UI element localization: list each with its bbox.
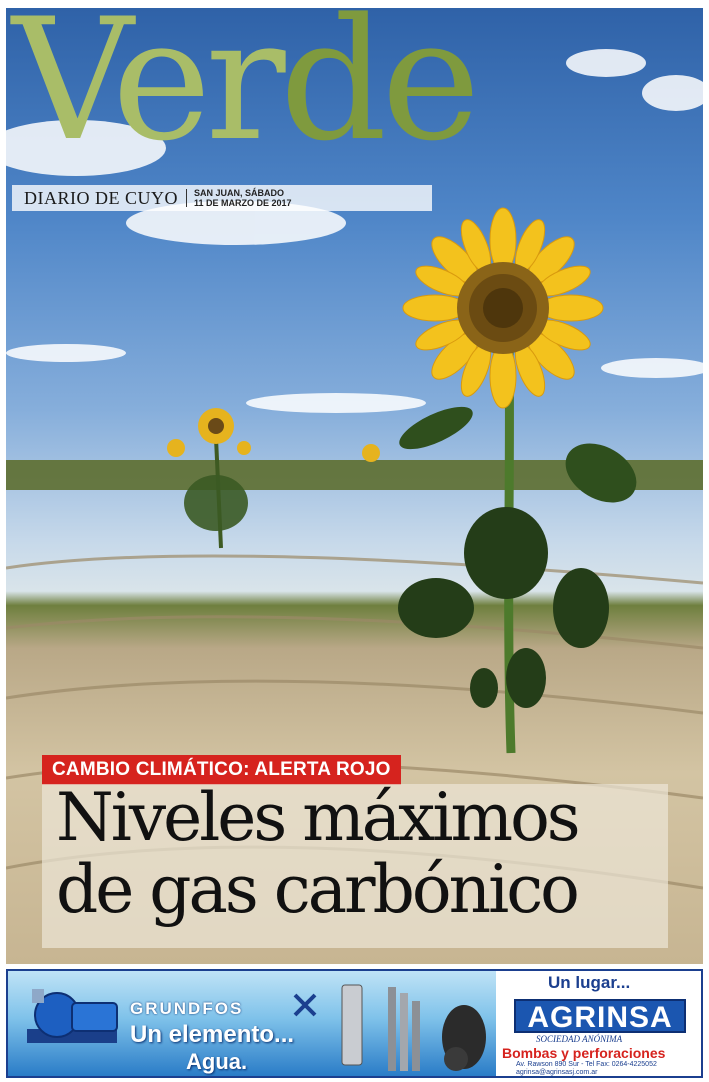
water-pump-icon — [22, 985, 122, 1055]
section-kicker: CAMBIO CLIMÁTICO: ALERTA ROJO — [42, 755, 401, 785]
masthead — [12, 0, 475, 186]
place-day: SAN JUAN, SÁBADO — [194, 188, 285, 198]
grundfos-brand: GRUNDFOS — [130, 999, 244, 1018]
issue-date: 11 DE MARZO DE 2017 — [194, 198, 292, 208]
agrinsa-panel — [496, 971, 703, 1076]
company-type: SOCIEDAD ANÓNIMA — [536, 1034, 623, 1044]
brand-bar — [12, 185, 432, 211]
ad-contact — [516, 1061, 657, 1077]
ad-tagline: Un lugar... — [548, 973, 631, 992]
dateline — [187, 188, 292, 208]
ad-slogan-line-2: Agua. — [186, 1049, 248, 1074]
newspaper-name: DIARIO DE CUYO — [24, 187, 178, 208]
ad-slogan-line-1: Un elemento... — [130, 1021, 295, 1048]
agrinsa-logo: AGRINSA — [514, 999, 686, 1033]
verde-logo: Verde — [12, 0, 475, 178]
headline-line-2: de gas carbónico — [56, 851, 577, 928]
grundfos-x-icon — [291, 991, 319, 1019]
advertisement-banner[interactable] — [6, 969, 703, 1078]
main-headline — [56, 779, 666, 928]
ad-service: Bombas y perforaciones — [502, 1045, 666, 1061]
pump-products-icon — [336, 977, 496, 1075]
ad-address: Av. Rawson 890 Sur - Tel Fax: 0264-4225052 — [516, 1061, 657, 1068]
ad-email: agrinsa@agrinsasj.com.ar — [516, 1069, 598, 1076]
headline-line-1: Niveles máximos — [56, 779, 578, 856]
